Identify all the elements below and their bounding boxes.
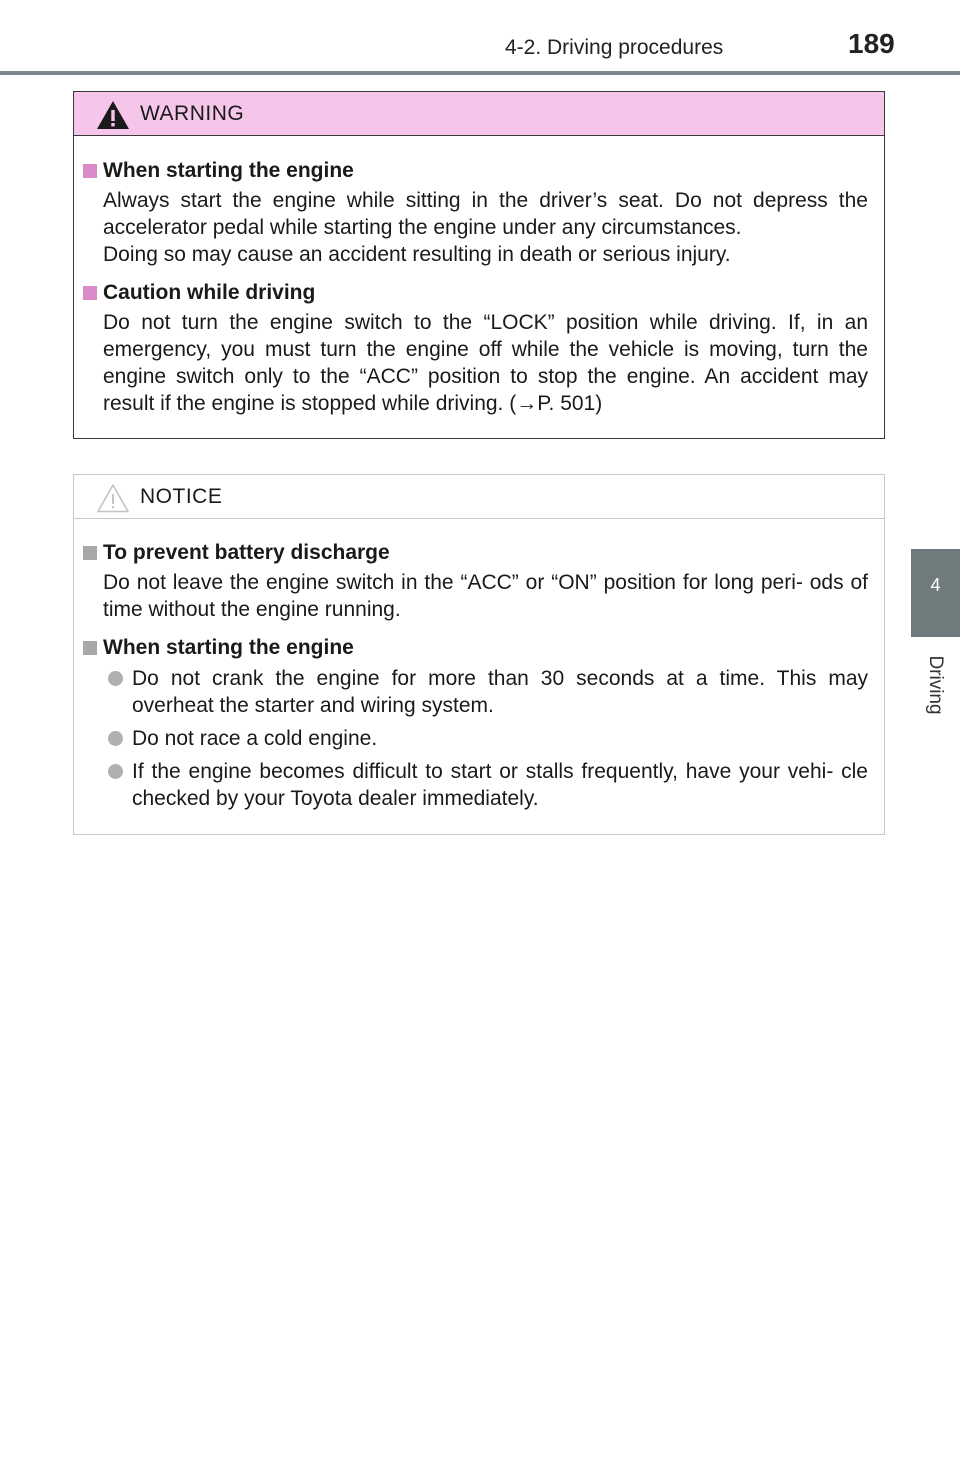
dot-bullet-icon: [108, 671, 123, 686]
square-bullet-icon: [83, 546, 97, 560]
chapter-label: Driving: [925, 655, 946, 715]
page-header: [0, 0, 960, 76]
section-title: 4-2. Driving procedures: [505, 36, 724, 59]
chapter-number: 4: [930, 575, 941, 595]
heading-text: Caution while driving: [103, 281, 316, 304]
list-item: [83, 725, 868, 752]
paragraph: Doing so may cause an accident resulting in death or serious injury.: [103, 243, 731, 266]
paragraph: Do not leave the engine switch in the “ACC” or “ON” position for long peri- ods of time without the engine running.: [103, 571, 868, 621]
dot-bullet-icon: [108, 731, 123, 746]
paragraph: Always start the engine while sitting in the driver’s seat. Do not depress the accelerator pedal while starting the engine under any circumstances.: [103, 189, 868, 239]
chapter-tab[interactable]: [911, 549, 960, 637]
warning-header: [74, 92, 884, 136]
header-rule: [0, 71, 960, 75]
warning-item-text: [83, 309, 868, 417]
notice-body: [74, 519, 884, 812]
warning-body: [74, 136, 884, 417]
list-item-text: Do not crank the engine for more than 30 seconds at a time. This may overheat the starter and wiring system.: [132, 667, 868, 717]
square-bullet-icon: [83, 641, 97, 655]
notice-triangle-icon: [96, 483, 130, 513]
warning-box: [73, 91, 885, 439]
warning-item-heading: [83, 157, 868, 185]
warning-title: WARNING: [140, 102, 245, 125]
notice-item-text: [83, 569, 868, 623]
warning-triangle-icon: [96, 100, 130, 130]
list-item-text: Do not race a cold engine.: [132, 727, 378, 750]
page-number: 189: [848, 28, 895, 59]
list-item: [83, 758, 868, 812]
list-item-text: If the engine becomes difficult to start or stalls frequently, have your vehi- cle checked by your Toyota dealer immediately.: [132, 760, 868, 810]
notice-header: [74, 475, 884, 519]
notice-item-heading: [83, 539, 868, 567]
list-item: [83, 665, 868, 719]
notice-title: NOTICE: [140, 485, 223, 508]
paragraph: Do not turn the engine switch to the “LOCK” position while driving. If, in an emergency, you must turn the engine off while the vehicle is moving, turn the engine switch only to the “ACC” position to stop the engine. An accident may result if the engine is stopped while driving. (→P. 501): [103, 311, 868, 415]
warning-item-heading: [83, 279, 868, 307]
warning-item-text: [83, 187, 868, 268]
square-bullet-icon: [83, 286, 97, 300]
heading-text: When starting the engine: [103, 636, 354, 659]
heading-text: When starting the engine: [103, 159, 354, 182]
notice-box: [73, 474, 885, 835]
dot-bullet-icon: [108, 764, 123, 779]
heading-text: To prevent battery discharge: [103, 541, 390, 564]
notice-item-heading: [83, 634, 868, 662]
square-bullet-icon: [83, 164, 97, 178]
